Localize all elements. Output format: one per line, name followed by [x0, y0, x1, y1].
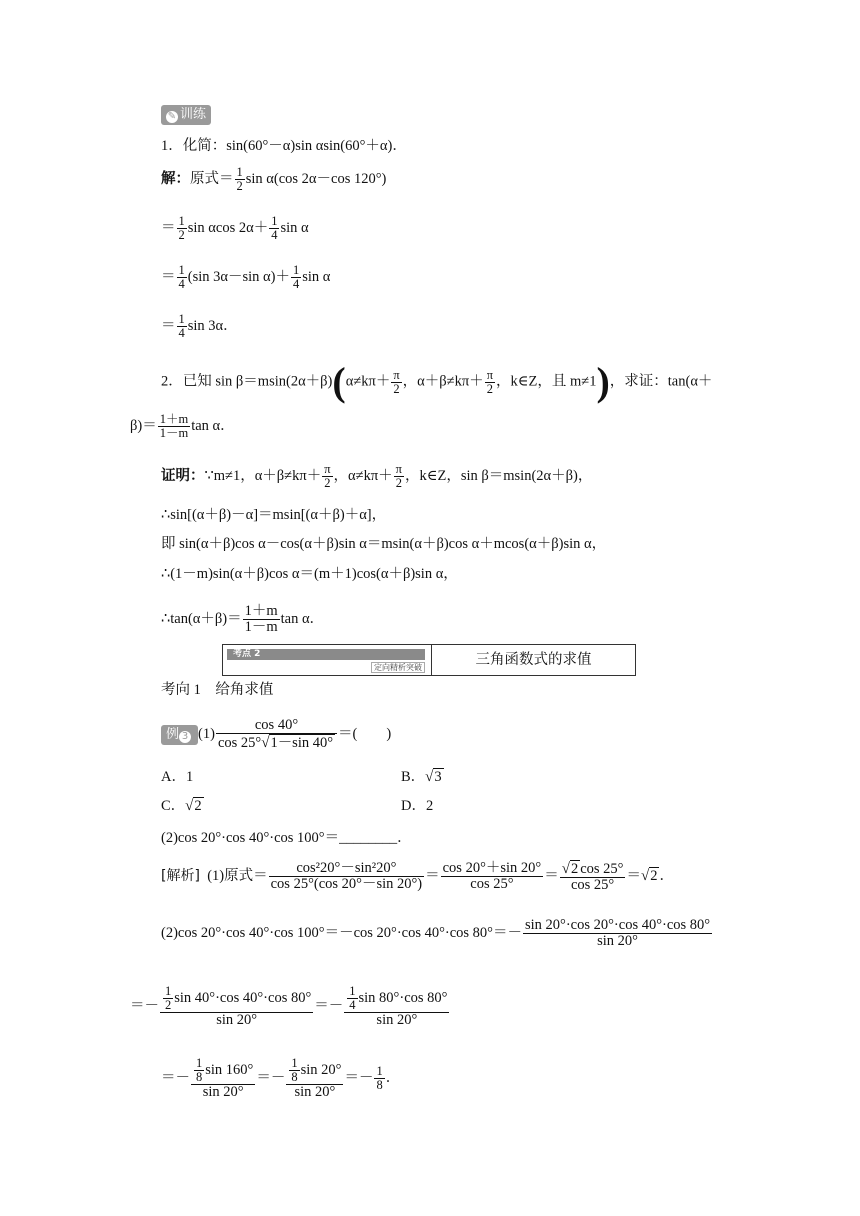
equals: ＝	[161, 268, 176, 285]
num-text: sin 20°	[300, 1061, 342, 1078]
radicand: 1－sin 40°	[270, 735, 334, 751]
num-text: sin 80°·cos 80°	[358, 989, 448, 1006]
fraction	[191, 1057, 255, 1100]
equals-neg: ＝－	[314, 997, 344, 1014]
num: 1	[178, 214, 185, 228]
den: 2	[165, 998, 172, 1012]
fraction	[177, 313, 187, 340]
num: 1	[178, 263, 185, 277]
example-label: 例	[166, 726, 180, 742]
den: 8	[376, 1078, 383, 1092]
num: 1	[292, 263, 300, 277]
an1-prefix: (1)原式＝	[207, 867, 268, 884]
fraction	[160, 985, 313, 1028]
kaodian-title: 三角函数式的求值	[475, 652, 592, 668]
q2-prove: ，求证：tan(α＋	[609, 373, 713, 390]
proof-l1-a: ∵m≠1，α＋β≠kπ＋	[204, 467, 322, 484]
den: 2	[322, 476, 332, 490]
num: π	[395, 462, 402, 476]
q1-statement	[161, 137, 407, 155]
den: 1－m	[244, 619, 278, 635]
den: 4	[271, 228, 278, 242]
proof-l1-b: ，α≠kπ＋	[333, 467, 393, 484]
q2-cond-b: ，α＋β≠kπ＋	[402, 373, 484, 390]
den: 1－m	[159, 426, 189, 440]
fraction	[291, 264, 301, 291]
den: 2	[485, 382, 495, 396]
radicand: 2	[570, 861, 579, 877]
training-label: 训练	[180, 107, 207, 122]
example-badge	[161, 725, 198, 745]
num	[160, 985, 313, 1012]
q1-expr: sin(60°－α)sin αsin(60°＋α)．	[226, 138, 407, 154]
analysis-line-1	[161, 860, 674, 893]
q2-line2-start: β)＝	[130, 417, 157, 434]
proof-label: 证明：	[161, 467, 205, 484]
q1-solution-line-3	[161, 264, 330, 291]
proof-l5-b: tan α．	[280, 610, 325, 627]
equals-neg: ＝－	[161, 1069, 190, 1086]
period: ．	[659, 867, 674, 884]
num-rest: cos 25°	[580, 861, 624, 877]
fraction	[441, 861, 544, 892]
analysis-line-2	[161, 918, 713, 949]
fraction	[286, 1057, 343, 1100]
period: ．	[385, 1069, 401, 1086]
fraction	[163, 985, 173, 1012]
den: 4	[178, 326, 185, 340]
den: 2	[394, 476, 404, 490]
q1-solution-line-2	[161, 215, 309, 242]
analysis-label: [解析]	[161, 867, 200, 884]
fraction	[216, 718, 337, 751]
radical-sign: √	[640, 867, 650, 884]
sol-line1-rest: sin α(cos 2α－cos 120°)	[245, 170, 387, 187]
den: 4	[349, 998, 356, 1012]
q2-label: 2．已知 sin β＝msin(2α＋β)	[161, 373, 333, 390]
num: 1	[196, 1056, 203, 1070]
den-text: cos 25°	[217, 735, 262, 751]
q2-statement-line-2	[130, 413, 235, 440]
proof-line-3: 即 sin(α＋β)cos α－cos(α＋β)sin α＝msin(α＋β)cos α＋mcos(α＋β)sin α，	[161, 536, 607, 552]
num	[344, 985, 449, 1012]
option-c-label: C．	[161, 798, 186, 814]
den: 2	[391, 382, 401, 396]
num: 1	[376, 1064, 383, 1078]
q1-label: 1．化简：	[161, 138, 227, 154]
equals: ＝	[161, 317, 176, 334]
equals: ＝	[544, 867, 559, 884]
radicand: 2	[194, 798, 202, 814]
num	[560, 860, 626, 877]
num: 1	[291, 1056, 298, 1070]
option-c	[161, 797, 204, 815]
den: cos 25°	[441, 876, 544, 892]
fraction	[269, 861, 425, 892]
q2-line2-end: tan α．	[191, 417, 235, 434]
sol-line2-mid: sin αcos 2α＋	[187, 219, 269, 236]
q1-solution-line-4	[161, 313, 238, 340]
num: 1	[178, 312, 185, 326]
option-d: D．2	[401, 798, 434, 814]
example-number: 3	[179, 731, 191, 743]
sol-line3-end: sin α	[302, 268, 331, 285]
den: 2	[236, 179, 243, 193]
num: π	[393, 367, 400, 382]
kaodian-box	[222, 644, 636, 676]
ex3-part1	[161, 718, 391, 751]
fraction	[394, 463, 404, 490]
num: 1	[271, 214, 278, 228]
den: 8	[291, 1070, 298, 1084]
num: cos 40°	[254, 717, 299, 733]
q2-cond-c: ，k∈Z，且 m≠1	[496, 373, 597, 390]
num: 1＋m	[244, 603, 278, 619]
den: sin 20°	[523, 933, 712, 949]
den: 2	[178, 228, 185, 242]
proof-line-2: ∴sin[(α＋β)－α]＝msin[(α＋β)＋α]，	[161, 507, 387, 523]
kaodian-num: 2	[254, 649, 261, 659]
equals: ＝	[161, 219, 176, 236]
ex3-part1-label: (1)	[198, 725, 215, 742]
equals-neg: ＝－	[344, 1069, 374, 1086]
sol-line3-mid: (sin 3α－sin α)＋	[187, 268, 290, 285]
num	[191, 1057, 255, 1084]
sol-line2-end: sin α	[280, 219, 309, 236]
fraction	[177, 264, 187, 291]
fraction	[485, 369, 495, 396]
option-b-label: B．	[401, 769, 426, 785]
den: sin 20°	[344, 1012, 449, 1028]
equals-neg: ＝－	[130, 997, 159, 1014]
radical-sign: √	[261, 735, 270, 751]
den: sin 20°	[286, 1084, 343, 1100]
solution-label: 解：	[161, 170, 190, 187]
fraction	[523, 918, 712, 949]
fraction	[347, 985, 357, 1012]
pencil-icon: ✎	[167, 111, 177, 122]
den: sin 20°	[191, 1084, 255, 1100]
fraction	[235, 166, 245, 193]
num: 1	[236, 165, 243, 179]
ex3-part2: (2)cos 20°·cos 40°·cos 100°＝________．	[161, 830, 412, 846]
q2-cond-a: α≠kπ＋	[345, 373, 391, 390]
num: 1＋m	[159, 412, 189, 426]
option-a: A．1	[161, 769, 194, 785]
proof-l5-a: ∴tan(α＋β)＝	[161, 610, 242, 627]
radicand: 3	[434, 769, 442, 785]
training-header	[161, 105, 211, 125]
num: 1	[165, 984, 172, 998]
kaodian-left	[223, 645, 432, 675]
num: 1	[349, 984, 356, 998]
analysis-line-3	[130, 985, 450, 1028]
equals-neg: ＝－	[256, 1069, 286, 1086]
analysis-line-4	[161, 1057, 400, 1100]
kaodian-sub: 定向精析突破	[371, 662, 425, 673]
training-badge	[161, 105, 211, 125]
num	[286, 1057, 343, 1084]
fraction	[391, 369, 401, 396]
radicand: 2	[650, 867, 658, 884]
fraction	[243, 604, 280, 635]
fraction	[560, 860, 626, 893]
den: cos 25°(cos 20°－sin 20°)	[270, 876, 423, 892]
fraction	[322, 463, 332, 490]
q2-proof-line-1	[161, 463, 592, 490]
q2-statement	[161, 359, 713, 404]
kaodian-band	[227, 649, 425, 660]
radical-sign: √	[185, 798, 194, 814]
fraction	[194, 1057, 204, 1084]
num: cos²20°－sin²20°	[296, 860, 397, 876]
den: 4	[178, 277, 185, 291]
right-brace: )	[596, 359, 610, 404]
num: sin 20°·cos 20°·cos 40°·cos 80°	[525, 917, 711, 933]
q1-solution-line-1	[161, 166, 386, 193]
num-text: sin 40°·cos 40°·cos 80°	[174, 989, 312, 1006]
fraction	[344, 985, 449, 1028]
proof-l1-c: ，k∈Z，sin β＝msin(2α＋β)，	[404, 467, 593, 484]
den: 8	[196, 1070, 203, 1084]
sol-line4-end: sin 3α．	[187, 317, 238, 334]
radical-sign: √	[425, 769, 434, 785]
ex3-part1-tail: ＝( )	[338, 725, 392, 742]
num: π	[324, 462, 331, 476]
fraction	[289, 1057, 299, 1084]
fraction	[158, 413, 190, 440]
den	[216, 733, 337, 751]
num: cos 20°＋sin 20°	[442, 860, 542, 876]
left-brace: (	[332, 359, 346, 404]
radical-sign: √	[561, 861, 570, 877]
proof-line-5	[161, 604, 324, 635]
kaodian-label: 考点	[233, 649, 252, 659]
num: π	[486, 367, 493, 382]
den: 4	[292, 277, 300, 291]
fraction	[177, 215, 187, 242]
fraction	[269, 215, 279, 242]
equals: ＝	[626, 867, 641, 884]
kaoxiang-heading: 考向 1 给角求值	[161, 682, 274, 698]
proof-line-4: ∴(1－m)sin(α＋β)cos α＝(m＋1)cos(α＋β)sin α，	[161, 566, 458, 582]
num-text: sin 160°	[205, 1061, 254, 1078]
den: sin 20°	[160, 1012, 313, 1028]
option-b	[401, 768, 444, 786]
equals: ＝	[425, 867, 440, 884]
an2-prefix: (2)cos 20°·cos 40°·cos 100°＝－cos 20°·cos 40°·cos 80°＝－	[161, 924, 522, 941]
sol-prefix: 原式＝	[190, 170, 234, 187]
den: cos 25°	[560, 877, 626, 893]
fraction	[374, 1065, 384, 1092]
